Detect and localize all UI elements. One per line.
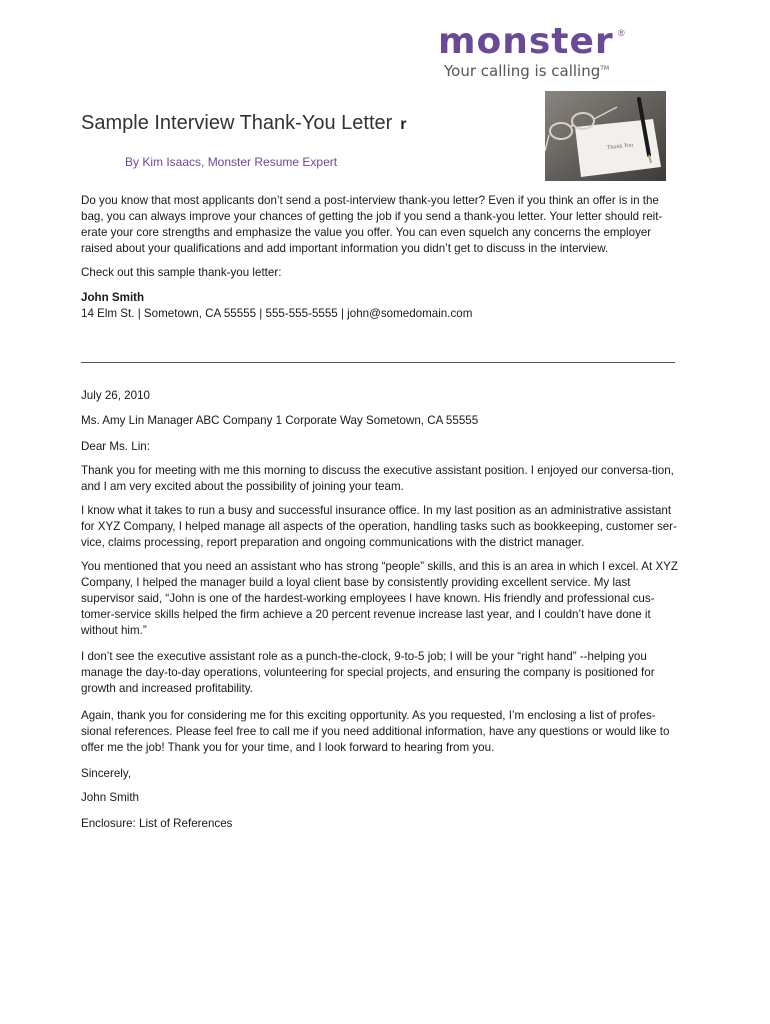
author-byline: By Kim Isaacs, Monster Resume Expert [125, 155, 338, 169]
enclosure-note: Enclosure: List of References [81, 817, 233, 830]
sender-contact: 14 Elm St. | Sometown, CA 55555 | 555-555-5555 | john@somedomain.com [81, 307, 473, 320]
letter-paragraph: I know what it takes to run a busy and successful insurance office. In my last position as an administrative assistant for XYZ Company, I helped manage all aspects of the operation, handling tasks such as bookkeeping, customer ser-vice, claims processing, report preparation and ongoing communications with the district manager. [81, 504, 677, 549]
intro-lead-in: Check out this sample thank-you letter: [81, 266, 282, 279]
signature-name: John Smith [81, 791, 139, 804]
divider-line [81, 362, 675, 363]
page-title: Sample Interview Thank-You Letter r [81, 112, 407, 134]
salutation: Dear Ms. Lin: [81, 440, 150, 453]
card-text: Thank You [606, 142, 634, 151]
letter-paragraph: You mentioned that you need an assistant who has strong “people” skills, and this is an area in which I excel. At XYZ Company, I helped the manager build a loyal client base by consistently providing excellent service. My last supervisor said, “John is one of the hardest-working employees I have known. His friendly and professional cus-tomer-service skills helped the firm achieve a 20 percent revenue increase last year, and I couldn’t have done it without him.” [81, 560, 678, 637]
registered-mark: ® [618, 28, 625, 38]
title-mark: r [400, 116, 407, 133]
letter-paragraph: Again, thank you for considering me for this exciting opportunity. As you requested, I’m enclosing a list of profes-sional references. Please feel free to call me if you need additional information, have any questions or would like to offer me the job! Thank you for your time, and I look forward to hearing from you. [81, 709, 670, 754]
letter-date: July 26, 2010 [81, 389, 150, 402]
logo-wordmark: monster [438, 21, 614, 62]
closing: Sincerely, [81, 767, 132, 780]
monster-logo [438, 21, 638, 80]
letter-paragraph: Thank you for meeting with me this morning to discuss the executive assistant position. I enjoyed our conversa-tion, and I am very excited about the possibility of joining your team. [81, 464, 674, 493]
recipient-address: Ms. Amy Lin Manager ABC Company 1 Corporate Way Sometown, CA 55555 [81, 414, 479, 427]
thank-you-card-photo [545, 91, 666, 181]
letter-paragraph: I don’t see the executive assistant role as a punch-the-clock, 9-to-5 job; I will be your “right hand” --helping you manage the day-to-day operations, volunteering for special projects, and ensuring the company is positioned for growth and increased profitability. [81, 650, 655, 695]
logo-tagline: Your calling is calling™ [444, 62, 610, 80]
intro-paragraph: Do you know that most applicants don’t send a post-interview thank-you letter? Even if you think an offer is in the bag, you can always improve your chances of getting the job if you send a thank-you letter. Your letter should reit-erate your core strengths and emphasize the value you offer. You can even squelch any concerns the employer raised about your qualifications and add important information you didn’t get to discuss in the interview. [81, 194, 663, 255]
sender-name: John Smith [81, 291, 145, 304]
